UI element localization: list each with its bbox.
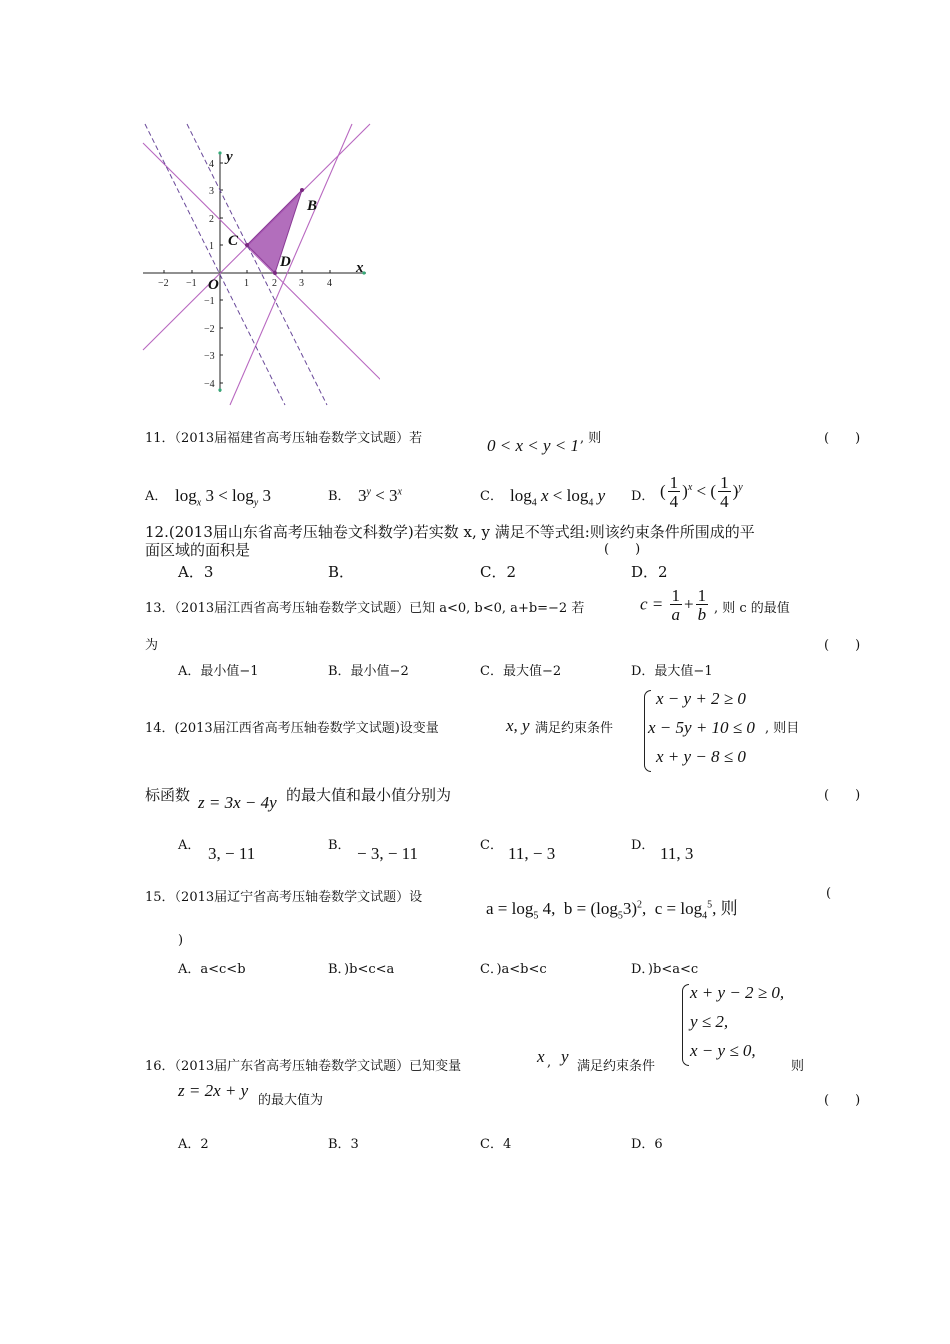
q16-var-y: y [561,1047,569,1066]
q15-paren-open: ( [826,886,832,901]
q12-option-a[interactable]: A．3 [178,563,214,581]
q16-option-c[interactable]: C．4 [480,1137,512,1152]
q13-stem: 13．（2013届江西省高考压轴卷数学文试题）已知 a<0, b<0, a+b=−2 若 [145,601,585,616]
q15-paren-close: ) [178,933,184,948]
q13-option-a[interactable]: A．最小值−1 [178,664,259,679]
q11-label-c: C． [480,489,503,504]
q11-option-d[interactable]: ( $\frac{1}{4}$ )$^x$ < ( $\frac{1}{4}$ )$^y$ [660,473,743,511]
q11-label-d: D． [631,489,655,504]
x-tick-label: 2 [272,278,277,289]
q14-objective: z = 3x − 4y [198,793,277,812]
y-tick-label: 1 [209,241,214,252]
y-tick-label: 3 [209,186,214,197]
point-c-label: C [228,233,239,249]
origin-label: O [208,277,219,293]
q11-label-b: B． [328,489,351,504]
q13-option-c[interactable]: C．最大值−2 [480,664,562,679]
q15-stem: 15．（2013届辽宁省高考压轴卷数学文试题）设 [145,890,423,905]
q11-option-c[interactable]: $\log_4 x < \log_4 y$ [510,486,606,509]
q13-option-d[interactable]: D．最大值−1 [631,664,713,679]
y-tick-label: −3 [204,351,215,362]
coordinate-figure [140,120,380,410]
q16-constraint-3: x − y ≤ 0, [690,1041,756,1060]
y-tick-label: 4 [209,159,214,170]
y-tick-label: 2 [209,214,214,225]
q15-values: $a = \log_5 4$, $b = (\log_53)^2$, $c = \log_4^5$, 则 [486,899,738,922]
q16-comma: , [547,1055,552,1070]
q14-mid: 满足约束条件 [535,721,614,736]
line-steep [230,124,352,405]
q13-option-b[interactable]: B．最小值−2 [328,664,409,679]
q13-line2: 为 [145,638,159,653]
q12-option-d[interactable]: D．2 [631,563,668,581]
q14-option-c[interactable]: 11, − 3 [508,844,556,863]
x-tick-label: 4 [327,278,332,289]
q16-option-a[interactable]: A．2 [178,1137,209,1152]
q14-vars: x, y [506,716,530,735]
y-tick-label: −4 [204,379,215,390]
q16-constraint-2: y ≤ 2, [690,1012,729,1031]
q16-line2: 的最大值为 [258,1093,324,1108]
q14-line2b: 的最大值和最小值分别为 [286,786,452,804]
y-axis-label: y [226,149,233,165]
q14-constraint-3: x + y − 8 ≤ 0 [656,747,746,766]
q16-var-x: x [537,1047,545,1066]
q14-stem: 14．(2013届江西省高考压轴卷数学文试题)设变量 [145,721,439,736]
q11-option-a[interactable]: $\log_x 3 < \log_y 3$ [175,486,271,509]
q16-objective: z = 2x + y [178,1081,249,1100]
y-tick-label: −2 [204,324,215,335]
q16-mid: 满足约束条件 [577,1059,656,1074]
q16-brace [682,984,689,1066]
q14-line2a: 标函数 [145,786,191,804]
q14-label-a: A． [178,838,201,853]
x-tick-label: 1 [244,278,249,289]
answer-paren: ( ) [824,1093,861,1108]
q14-label-c: C． [480,838,503,853]
q14-tail: , 则目 [765,721,800,736]
q11-tail: , 则 [580,431,602,446]
y-tick-label: −1 [204,296,215,307]
q13-tail: , 则 c 的最值 [714,601,790,616]
q14-option-b[interactable]: − 3, − 11 [357,844,419,863]
q15-option-c[interactable]: C．)a<b<c [480,962,547,977]
q16-option-b[interactable]: B．3 [328,1137,359,1152]
q14-label-d: D． [631,838,655,853]
q16-option-d[interactable]: D．6 [631,1137,663,1152]
answer-paren: ( ) [824,638,861,653]
dashed-line-2 [187,124,327,405]
q12-option-b[interactable]: B． [328,563,355,581]
q11-option-b[interactable]: $3^y < 3^x$ [358,486,402,505]
line-x-plus-y-eq-2 [143,143,380,405]
q11-label-a: A． [145,489,168,504]
answer-paren: ( ) [824,431,861,446]
q12-stem-line2: 面区域的面积是 [145,541,251,559]
q12-option-c[interactable]: C．2 [480,563,517,581]
q16-stem: 16．（2013届广东省高考压轴卷数学文试题）已知变量 [145,1059,462,1074]
answer-paren: ( ) [604,542,641,557]
x-axis-label: x [356,260,364,276]
q14-constraint-2: x − 5y + 10 ≤ 0 [648,718,755,737]
q11-condition: 0 < x < y < 1 [487,436,580,455]
answer-paren: ( ) [824,788,861,803]
q16-constraint-1: x + y − 2 ≥ 0, [690,983,785,1002]
q14-option-a[interactable]: 3, − 11 [208,844,256,863]
q14-label-b: B． [328,838,351,853]
q16-tail: 则 [791,1059,805,1074]
q13-formula: c = $\frac{1}{a}$ + $\frac{1}{b}$ [640,586,707,624]
q12-stem-line1: 12.(2013届山东省高考压轴卷文科数学)若实数 x, y 满足不等式组:则该约束条件所围成的平 [145,523,755,541]
q11-stem: 11．（2013届福建省高考压轴卷数学文试题）若 [145,431,423,446]
q14-constraint-1: x − y + 2 ≥ 0 [656,689,746,708]
q15-option-a[interactable]: A．a<c<b [178,962,246,977]
x-tick-label: 3 [299,278,304,289]
q15-option-b[interactable]: B．)b<c<a [328,962,395,977]
point-d-label: D [280,254,291,270]
point-b-label: B [307,198,318,214]
x-tick-label: −2 [158,278,169,289]
q15-option-d[interactable]: D．)b<a<c [631,962,699,977]
x-tick-label: −1 [186,278,197,289]
q14-option-d[interactable]: 11, 3 [660,844,694,863]
